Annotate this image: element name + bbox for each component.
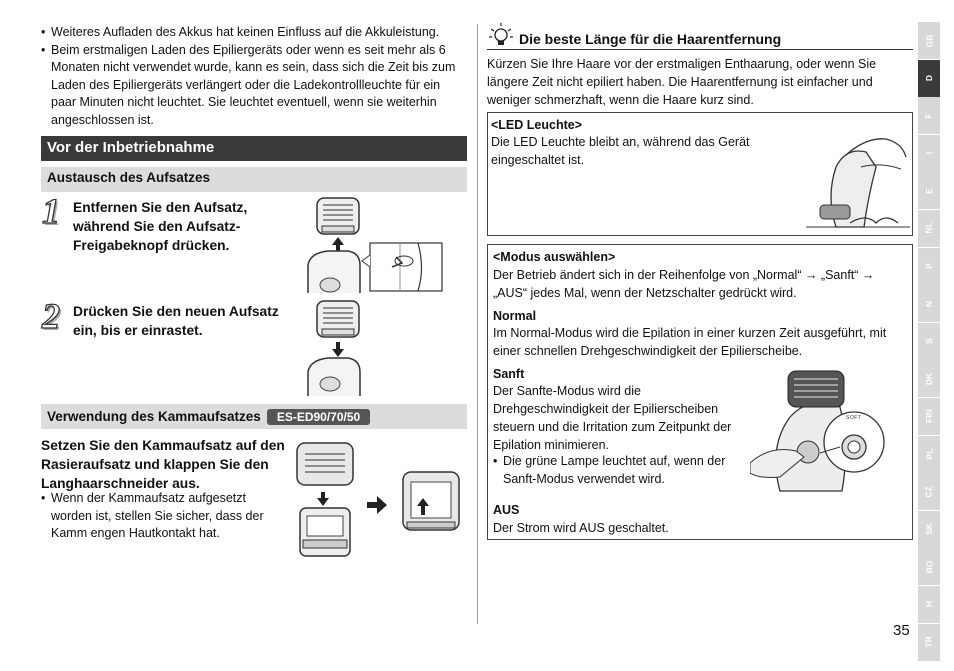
tip-title: Die beste Länge für die Haarentfernung: [519, 31, 782, 47]
lang-tab-label: I: [924, 152, 934, 155]
language-tabs: [918, 22, 940, 661]
lang-tab-label: N: [923, 300, 934, 307]
sanft-text: Der Sanfte-Modus wird die Drehgeschwindigkeit der Epilierscheiben steuern und die Irritation zum Zeitpunkt der Epilation minimieren.: [493, 384, 732, 452]
subsection-title-replace-head: Austausch des Aufsatzes: [41, 167, 467, 192]
comb-attachment-illustration: [295, 440, 467, 562]
lang-tab-label: H: [923, 601, 934, 608]
lang-tab[interactable]: [918, 135, 940, 172]
lang-tab-active[interactable]: [918, 60, 940, 97]
lang-tab-label: RO: [924, 560, 934, 574]
mode-text: Der Betrieb ändert sich in der Reihenfolge von „Normal“ → „Sanft“ → „AUS“ jedes Mal, wenn der Netzschalter gedrückt wird.: [493, 268, 875, 300]
comb-subhead-label: Verwendung des Kammaufsatzes: [47, 409, 261, 424]
lightbulb-icon: [487, 21, 515, 47]
lang-tab-label: SK: [924, 523, 934, 536]
led-info-box: [487, 112, 913, 236]
lang-tab[interactable]: [918, 436, 940, 473]
page-number: 35: [893, 622, 910, 639]
lang-tab-label: NL: [924, 222, 934, 235]
attach-head-illustration: [300, 296, 370, 398]
tip-header: [487, 24, 913, 50]
hand-holding-epilator-illustration: [806, 127, 910, 231]
lang-tab-label: D: [923, 75, 934, 82]
step-number: 2: [42, 296, 60, 336]
mode-title: <Modus auswählen>: [493, 250, 616, 264]
mode-info-box: [487, 244, 913, 540]
led-text: Die LED Leuchte bleibt an, während das Gerät eingeschaltet ist.: [491, 135, 750, 167]
model-badge: ES-ED90/70/50: [267, 409, 370, 425]
column-divider: [477, 24, 478, 624]
soft-mode-illustration: [750, 367, 900, 492]
lang-tab[interactable]: [918, 210, 940, 247]
lang-tab[interactable]: [918, 323, 940, 360]
step-number: 1: [42, 191, 60, 231]
lang-tab-label: PL: [924, 448, 934, 460]
lang-tab[interactable]: [918, 97, 940, 134]
remove-head-illustration: [300, 193, 445, 295]
lang-tab-label: S: [923, 338, 934, 345]
lang-tab-label: FIN: [923, 409, 934, 424]
lang-tab[interactable]: [918, 22, 940, 59]
normal-title: Normal: [493, 309, 537, 323]
lang-tab-label: P: [923, 263, 934, 269]
lang-tab-label: CZ: [924, 485, 934, 498]
epilator-soft-button-illustration: [750, 367, 900, 492]
step-text: Drücken Sie den neuen Aufsatz ein, bis er einrastet.: [73, 304, 279, 338]
lang-tab[interactable]: [918, 473, 940, 510]
tip-text: Kürzen Sie Ihre Haare vor der erstmaligen Enthaarung, oder wenn Sie längere Zeit nicht epiliert haben. Die Haarentfernung ist einfacher und weniger schmerzhaft, wenn die Haare kurz sind.: [487, 57, 877, 107]
lang-tab[interactable]: [918, 285, 940, 322]
lang-tab[interactable]: [918, 248, 940, 285]
sanft-title: Sanft: [493, 367, 525, 381]
lang-tab-label: TR: [924, 636, 934, 648]
lang-tab[interactable]: [918, 511, 940, 548]
lang-tab[interactable]: [918, 172, 940, 209]
lang-tab-label: GB: [924, 34, 934, 47]
led-title: <LED Leuchte>: [491, 118, 582, 132]
intro-notes: [41, 24, 467, 130]
intro-bullet: • Beim erstmaligen Laden des Epiliergeräts oder wenn es seit mehr als 6 Monaten nicht verwendet wurde, kann es sein, dass sich die Zeit bis zum Laden des Epiliergeräts verlängert oder die Ladekontrollleuchte für ein paar Minuten nicht leuchtet. Sie leuchtet eventuell, wenn sie weiterhin angeschlossen ist.: [41, 42, 467, 130]
lang-tab-label: F: [923, 113, 934, 119]
aus-title: AUS: [493, 503, 520, 517]
comb-bullet: • Wenn der Kammaufsatz aufgesetzt worden ist, stellen Sie sicher, dass der Kamm engen Hautkontakt hat.: [41, 490, 281, 543]
lang-tab-label: E: [923, 188, 934, 194]
section-title: Vor der Inbetriebnahme: [41, 136, 467, 161]
lang-tab[interactable]: [918, 398, 940, 435]
intro-bullet: • Weiteres Aufladen des Akkus hat keinen Einfluss auf die Akkuleistung.: [41, 24, 467, 42]
lang-tab[interactable]: [918, 548, 940, 585]
step-text: Entfernen Sie den Aufsatz, während Sie den Aufsatz-Freigabeknopf drücken.: [73, 200, 248, 253]
subsection-title-comb: [41, 404, 467, 429]
lang-tab[interactable]: [918, 586, 940, 623]
aus-text: Der Strom wird AUS geschaltet.: [493, 521, 669, 535]
normal-text: Im Normal-Modus wird die Epilation in einer kurzen Zeit ausgeführt, mit einer schnellen Drehgeschwindigkeit der Epilierscheibe.: [493, 326, 887, 358]
lang-tab[interactable]: [918, 360, 940, 397]
lang-tab[interactable]: [918, 624, 940, 661]
comb-heading: Setzen Sie den Kammaufsatz auf den Rasieraufsatz und klappen Sie den Langhaarschneider aus.: [41, 438, 285, 491]
soft-label: SOFT: [846, 415, 862, 421]
sanft-bullet: • Die grüne Lampe leuchtet auf, wenn der Sanft-Modus verwendet wird.: [493, 453, 743, 488]
lang-tab-label: DK: [924, 372, 934, 385]
